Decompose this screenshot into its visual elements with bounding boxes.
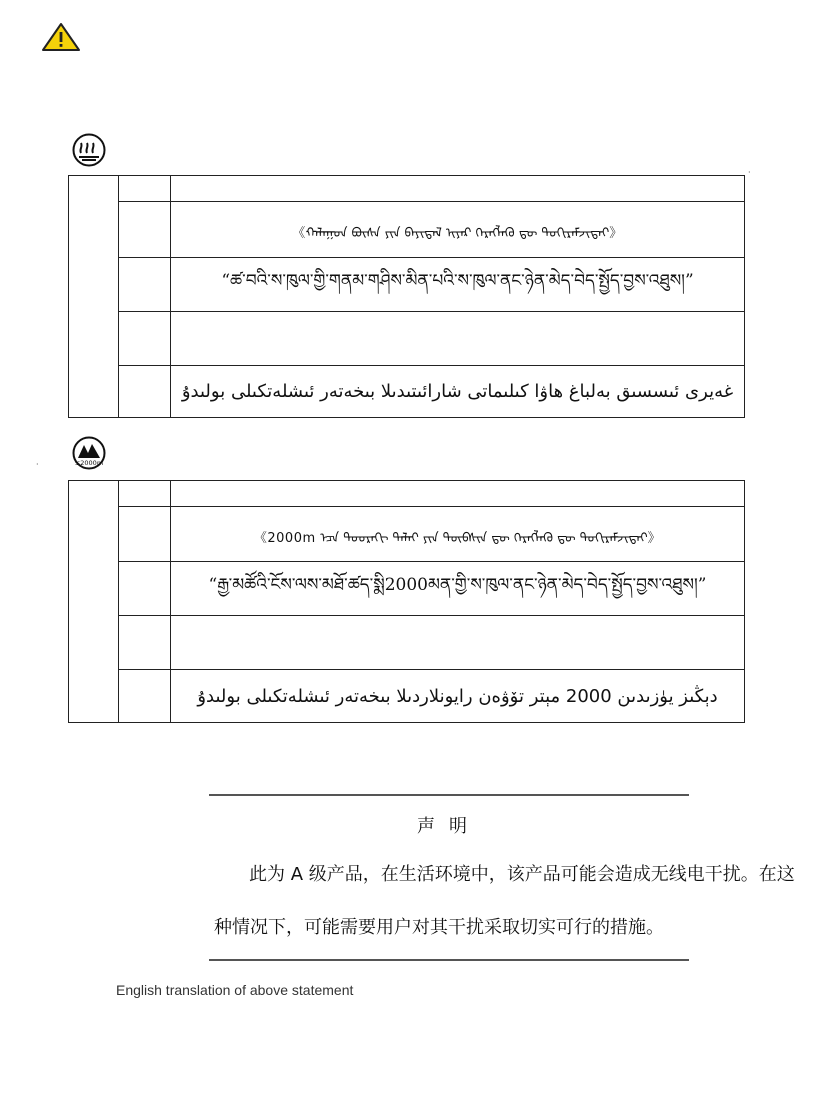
label-cell bbox=[119, 507, 171, 562]
merged-left-cell bbox=[69, 176, 119, 418]
label-cell bbox=[119, 481, 171, 507]
label-cell bbox=[119, 312, 171, 366]
tropical-climate-icon bbox=[72, 133, 106, 167]
altitude-label: ≤2000m bbox=[74, 459, 104, 467]
stray-mark: · bbox=[36, 460, 39, 469]
tibetan-text: “རྒྱ་མཚོའི་ངོས་ལས་མཐོ་ཚད་སྨི2000མན་གྱི་ས་ཁུལ་ནང་ཉེན་མེད་བེད་སྤྱོད་བྱས་འཐུས།” bbox=[171, 562, 745, 616]
tibetan-text: “ཚ་བའི་ས་ཁུལ་གྱི་གནམ་གཤིས་མིན་པའི་ས་ཁུལ་ནང་ཉེན་མེད་བེད་སྤྱོད་བྱས་འཐུས།” bbox=[171, 258, 745, 312]
altitude-2000m-icon bbox=[72, 436, 106, 470]
warning-triangle-icon bbox=[41, 22, 81, 52]
table-row bbox=[171, 616, 745, 670]
stray-mark: · bbox=[748, 168, 751, 177]
label-cell bbox=[119, 366, 171, 418]
label-cell bbox=[119, 258, 171, 312]
altitude-table bbox=[68, 480, 745, 723]
uyghur-text: غەيرى ئىسسىق بەلباغ ھاۋا كىلىماتى شارائىتىدىلا بىخەتەر ئىشلەتكىلى بولىدۇ bbox=[171, 366, 745, 418]
statement-top-rule bbox=[209, 794, 689, 796]
statement-title: 声明 bbox=[417, 816, 481, 837]
label-cell bbox=[119, 176, 171, 202]
statement-line-2: 种情况下，可能需要用户对其干扰采取切实可行的措施。 bbox=[214, 917, 664, 938]
tropical-climate-table bbox=[68, 175, 745, 418]
statement-bottom-rule bbox=[209, 959, 689, 961]
mongolian-text: 《2000m ᠡᠴᠡ ᠳᠣᠣᠷᠠᠬᠢ ᠳᠠᠯᠠᠢ ᠶᠢᠨ ᠲᠦᠪᠰᠢᠨ ᠳᠦ ᠬᠡᠷᠡᠭᠯᠡᠬᠦ ᠳᠦ ᠲᠣᠬᠢᠷᠠᠮᠵᠢᠲᠠᠢ》 bbox=[171, 507, 745, 562]
label-cell bbox=[119, 670, 171, 723]
merged-left-cell bbox=[69, 481, 119, 723]
statement-line-1: 此为 A 级产品，在生活环境中，该产品可能会造成无线电干扰。在这 bbox=[249, 864, 795, 885]
mongolian-text: 《ᠬᠠᠯᠠᠭᠤᠨ ᠪᠦᠰᠡ ᠶᠢᠨ ᠪᠠᠶᠢᠳᠠᠯ ᠢᠶᠠᠷ ᠬᠡᠷᠡᠭᠯᠡᠬᠦ ᠳᠦ ᠲᠣᠬᠢᠷᠠᠮᠵᠢᠲᠠᠢ》 bbox=[171, 202, 745, 258]
translation-caption: English translation of above statement bbox=[116, 982, 354, 998]
table-row bbox=[171, 312, 745, 366]
uyghur-text: دېڭىز يۈزىدىن 2000 مېتر تۆۋەن رايونلاردىلا بىخەتەر ئىشلەتكىلى بولىدۇ bbox=[171, 670, 745, 723]
table-row bbox=[171, 176, 745, 202]
label-cell bbox=[119, 562, 171, 616]
label-cell bbox=[119, 202, 171, 258]
table-row bbox=[171, 481, 745, 507]
label-cell bbox=[119, 616, 171, 670]
